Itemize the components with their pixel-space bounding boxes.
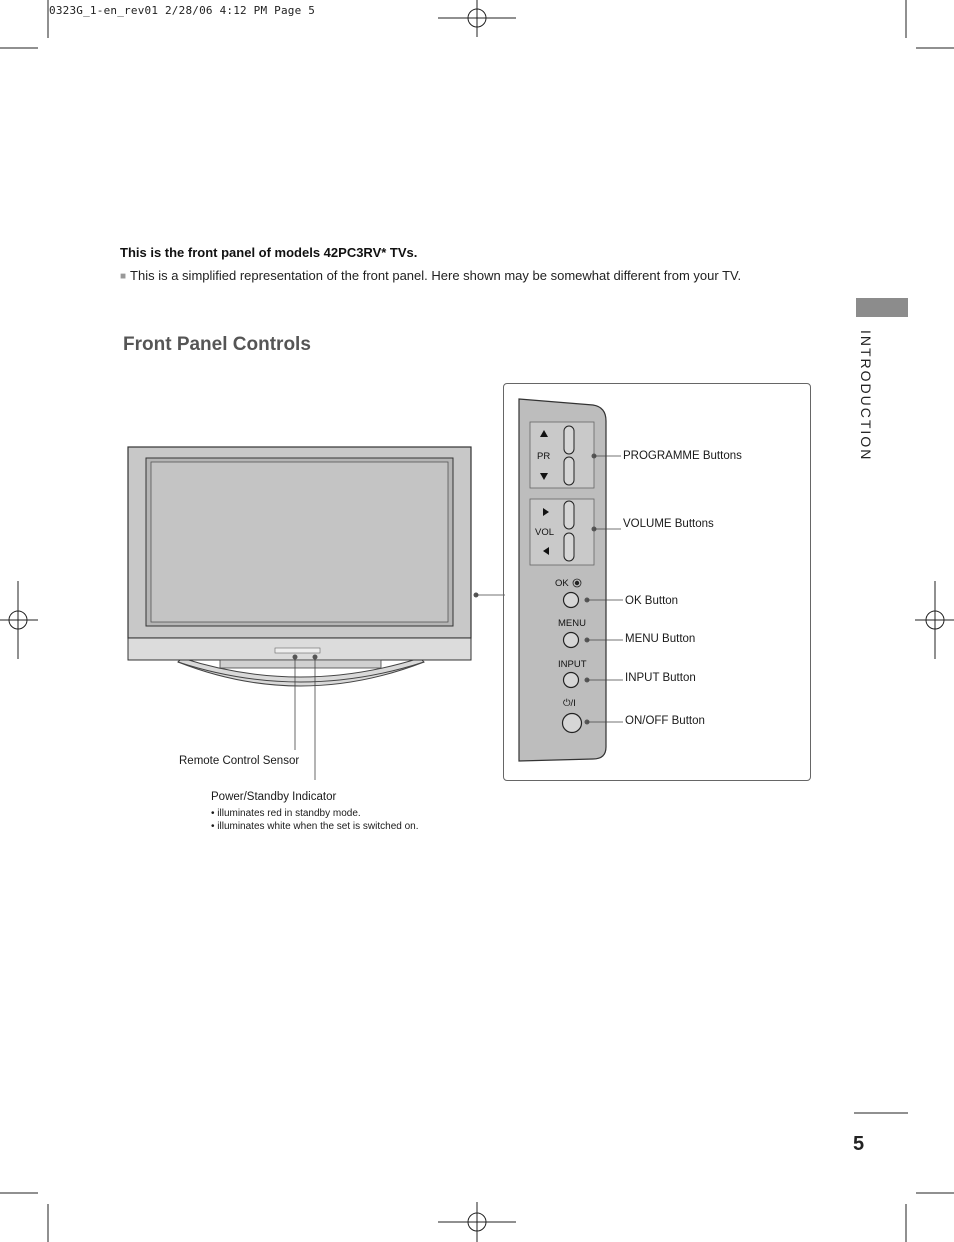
vol-label: VOL xyxy=(535,527,555,538)
ok-button-label: OK Button xyxy=(625,595,679,607)
page-number: 5 xyxy=(853,1133,865,1155)
section-side-label: INTRODUCTION xyxy=(858,330,874,462)
power-indicator-label: Power/Standby Indicator xyxy=(211,791,337,803)
menu-label: MENU xyxy=(558,618,586,629)
remote-sensor-label: Remote Control Sensor xyxy=(179,755,300,767)
section-heading: Front Panel Controls xyxy=(123,334,311,355)
intro-note-text: This is a simplified representation of the front panel. Here shown may be somewhat different from your TV. xyxy=(130,268,742,283)
pr-label: PR xyxy=(537,451,551,462)
input-button-label: INPUT Button xyxy=(625,672,696,684)
tv-illustration xyxy=(120,440,510,780)
power-symbol-label: ⏻/I xyxy=(563,698,576,709)
input-label: INPUT xyxy=(558,659,587,670)
onoff-button-label: ON/OFF Button xyxy=(625,715,705,727)
volume-buttons-label: VOLUME Buttons xyxy=(623,518,714,530)
intro-note xyxy=(120,268,741,283)
indicator-note-on: • illuminates white when the set is switched on. xyxy=(211,821,419,832)
indicator-note-standby: • illuminates red in standby mode. xyxy=(211,808,361,819)
section-tab-marker xyxy=(856,298,908,317)
intro-title: This is the front panel of models 42PC3RV* TVs. xyxy=(120,245,418,260)
menu-button-label: MENU Button xyxy=(625,633,696,645)
bullet-square-icon: ■ xyxy=(120,271,127,282)
ok-label: OK xyxy=(555,578,569,589)
programme-buttons-label: PROGRAMME Buttons xyxy=(623,450,742,462)
print-slug: 0323G_1-en_rev01 2/28/06 4:12 PM Page 5 xyxy=(49,4,316,17)
